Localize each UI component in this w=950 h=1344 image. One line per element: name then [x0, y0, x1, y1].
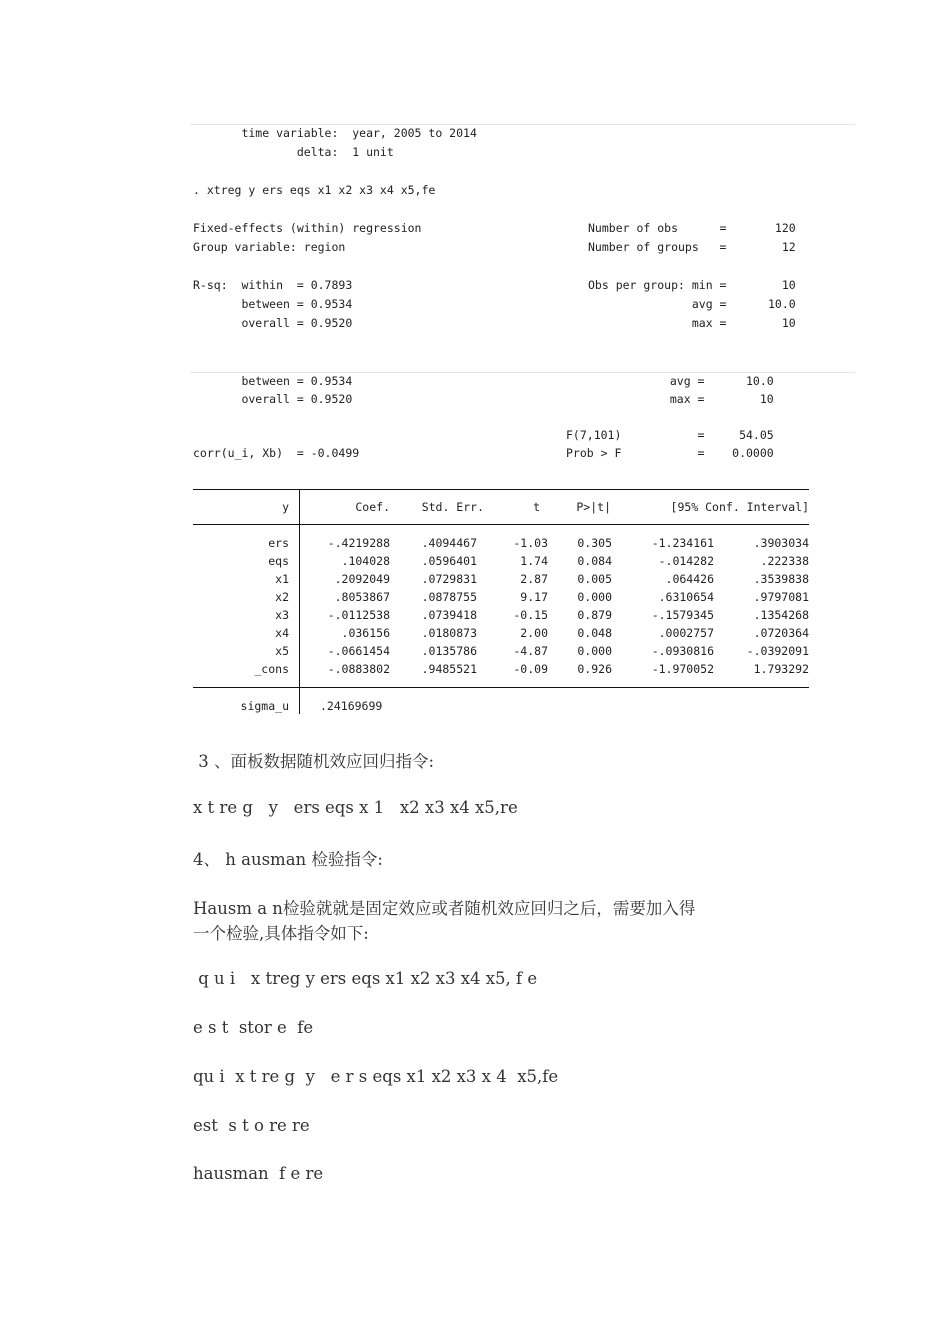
cell-p: 0.005 — [577, 572, 612, 586]
cell-coef: .2092049 — [334, 572, 390, 586]
header-right-2: Number of groups = 12 — [588, 240, 796, 254]
cell-se: .4094467 — [421, 536, 477, 550]
cell-p: 0.048 — [577, 626, 612, 640]
table-top-rule — [193, 489, 809, 490]
time-variable-line: time variable: year, 2005 to 2014 — [193, 126, 477, 140]
col-header-p: P>|t| — [576, 500, 611, 514]
cell-hi: .3539838 — [753, 572, 809, 586]
col-header-se: Std. Err. — [421, 500, 484, 514]
doc-command-qui-fe: q u i x treg y ers eqs x1 x2 x3 x4 x5, f e — [193, 969, 538, 988]
table-header-rule — [193, 524, 809, 525]
doc-command-est-store-fe: e s t stor e fe — [193, 1018, 314, 1037]
cell-lo: -.0930816 — [651, 644, 714, 658]
table-bottom-rule — [193, 687, 809, 688]
sigma-label: sigma_u — [240, 699, 289, 713]
stata-output-header — [0, 0, 950, 330]
cell-se: .0739418 — [421, 608, 477, 622]
cell-coef: -.0883802 — [327, 662, 390, 676]
f-stat-line: F(7,101) = 54.05 — [566, 428, 774, 442]
cell-p: 0.084 — [577, 554, 612, 568]
cell-p: 0.305 — [577, 536, 612, 550]
second-left-2: overall = 0.9520 — [193, 392, 353, 406]
cell-hi: .1354268 — [753, 608, 809, 622]
cell-hi: -.0392091 — [746, 644, 809, 658]
doc-paragraph-line-2: 一个检验,具体指令如下: — [193, 924, 369, 943]
doc-command-est-store-re: est s t o re re — [193, 1116, 310, 1135]
panel-second-border — [190, 372, 855, 373]
cell-t: -0.15 — [513, 608, 548, 622]
cell-p: 0.000 — [577, 644, 612, 658]
cell-t: 9.17 — [520, 590, 548, 604]
panel-top-border — [190, 124, 855, 125]
header-left-6: overall = 0.9520 — [193, 316, 353, 330]
cell-t: -0.09 — [513, 662, 548, 676]
header-right-5: avg = 10.0 — [588, 297, 796, 311]
regression-table — [0, 350, 950, 713]
cell-se: .9485521 — [421, 662, 477, 676]
cell-coef: -.0112538 — [327, 608, 390, 622]
cell-coef: .036156 — [341, 626, 390, 640]
header-left-4: R-sq: within = 0.7893 — [193, 278, 353, 292]
cell-var: x1 — [275, 572, 289, 586]
cell-coef: -.0661454 — [327, 644, 390, 658]
cell-p: 0.926 — [577, 662, 612, 676]
delta-line: delta: 1 unit — [193, 145, 394, 159]
cell-t: 2.00 — [520, 626, 548, 640]
second-left-1: between = 0.9534 — [193, 374, 353, 388]
cell-var: x5 — [275, 644, 289, 658]
doc-command-re: x t re g y ers eqs x 1 x2 x3 x4 x5,re — [193, 798, 518, 817]
cell-hi: 1.793292 — [753, 662, 809, 676]
stata-output-stats — [0, 224, 950, 460]
cell-p: 0.879 — [577, 608, 612, 622]
header-left-1: Fixed-effects (within) regression — [193, 221, 422, 235]
xtreg-command: . xtreg y ers eqs x1 x2 x3 x4 x5,fe — [193, 183, 436, 197]
cell-hi: .0720364 — [753, 626, 809, 640]
cell-se: .0878755 — [421, 590, 477, 604]
cell-coef: -.4219288 — [327, 536, 390, 550]
cell-hi: .222338 — [760, 554, 809, 568]
cell-var: x4 — [275, 626, 289, 640]
second-right-1: avg = 10.0 — [566, 374, 774, 388]
header-left-5: between = 0.9534 — [193, 297, 353, 311]
cell-t: -4.87 — [513, 644, 548, 658]
cell-var: eqs — [268, 554, 289, 568]
doc-heading-4: 4、 h ausman 检验指令: — [193, 850, 383, 869]
cell-lo: .064426 — [665, 572, 714, 586]
doc-command-hausman: hausman f e re — [193, 1164, 324, 1183]
cell-lo: -1.970052 — [651, 662, 714, 676]
doc-command-qui-re: qu i x t re g y e r s eqs x1 x2 x3 x 4 x5,fe — [193, 1067, 559, 1086]
cell-se: .0596401 — [421, 554, 477, 568]
col-header-coef: Coef. — [355, 500, 390, 514]
header-left-2: Group variable: region — [193, 240, 346, 254]
second-right-2: max = 10 — [566, 392, 774, 406]
col-header-t: t — [533, 500, 540, 514]
cell-lo: -.014282 — [658, 554, 714, 568]
cell-se: .0729831 — [421, 572, 477, 586]
cell-t: 2.87 — [520, 572, 548, 586]
cell-lo: .0002757 — [658, 626, 714, 640]
col-header-ci: [95% Conf. Interval] — [670, 500, 809, 514]
sigma-value: .24169699 — [320, 699, 383, 713]
cell-t: 1.74 — [520, 554, 548, 568]
cell-se: .0180873 — [421, 626, 477, 640]
cell-var: x2 — [275, 590, 289, 604]
corr-line: corr(u_i, Xb) = -0.0499 — [193, 446, 360, 460]
col-header-y: y — [282, 500, 289, 514]
cell-var: _cons — [254, 662, 289, 676]
cell-lo: -1.234161 — [651, 536, 714, 550]
cell-var: ers — [268, 536, 289, 550]
prob-line: Prob > F = 0.0000 — [566, 446, 774, 460]
doc-paragraph-line-1: Hausm a n检验就就是固定效应或者随机效应回归之后，需要加入得 — [193, 899, 696, 918]
cell-hi: .9797081 — [753, 590, 809, 604]
cell-var: x3 — [275, 608, 289, 622]
doc-heading-3: 3 、面板数据随机效应回归指令: — [193, 752, 435, 771]
cell-lo: .6310654 — [658, 590, 714, 604]
cell-hi: .3903034 — [753, 536, 809, 550]
cell-lo: -.1579345 — [651, 608, 714, 622]
cell-coef: .8053867 — [334, 590, 390, 604]
cell-se: .0135786 — [421, 644, 477, 658]
header-right-4: Obs per group: min = 10 — [588, 278, 796, 292]
header-right-6: max = 10 — [588, 316, 796, 330]
cell-coef: .104028 — [341, 554, 390, 568]
cell-p: 0.000 — [577, 590, 612, 604]
cell-t: -1.03 — [513, 536, 548, 550]
header-right-1: Number of obs = 120 — [588, 221, 796, 235]
